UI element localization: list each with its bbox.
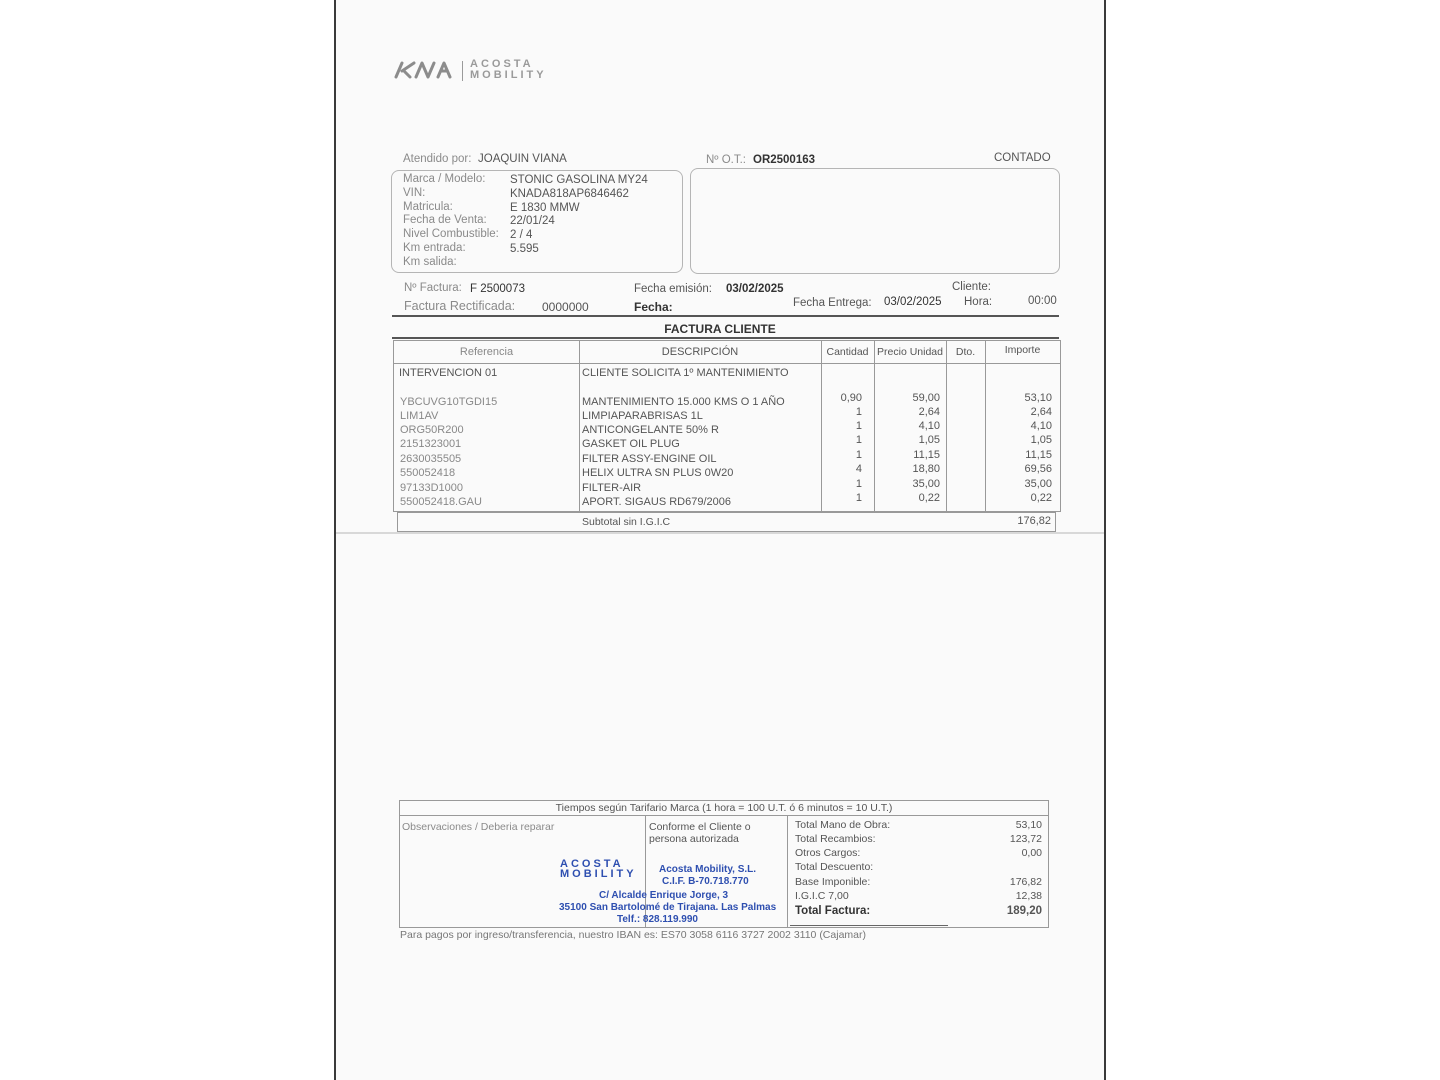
fecha-label: Fecha:	[634, 300, 673, 314]
vehicle-label: Km salida:	[403, 255, 457, 268]
items-table	[393, 340, 1061, 512]
ot-label: Nº O.T.:	[706, 154, 746, 166]
subtotal-row	[397, 512, 1056, 532]
paper-edge-right	[1104, 0, 1106, 1080]
item-desc: FILTER-AIR	[582, 482, 642, 494]
total-label: Otros Cargos:	[795, 847, 861, 859]
item-ref: 2151323001	[400, 438, 462, 450]
title-divider	[392, 337, 1059, 339]
hora-label: Hora:	[964, 296, 993, 308]
total-value: 123,72	[1009, 833, 1042, 845]
total-value: 176,82	[1009, 876, 1042, 888]
vehicle-values	[510, 174, 648, 257]
ot-value: OR2500163	[753, 154, 816, 166]
background-left	[0, 0, 335, 1080]
header-descripcion: DESCRIPCIÓN	[661, 346, 739, 358]
item-amount: 69,56	[1024, 463, 1052, 475]
invoice-document	[336, 0, 1104, 1080]
item-desc: APORT. SIGAUS RD679/2006	[582, 496, 731, 508]
total-value: 0,00	[1021, 847, 1042, 859]
item-amount: 1,05	[1030, 434, 1052, 446]
vehicle-label: Km entrada:	[403, 241, 466, 254]
logo-separator	[462, 61, 463, 81]
vehicle-plate: E 1830 MMW	[510, 201, 580, 214]
header-precio-unidad: Precio Unidad	[877, 346, 943, 358]
item-price: 1,05	[918, 434, 940, 446]
stamp-city: 35100 San Bartolomé de Tirajana. Las Palmas	[559, 902, 777, 913]
totals-underline	[790, 925, 948, 926]
paper-fold	[336, 532, 1104, 534]
vehicle-vin: KNADA818AP6846462	[510, 187, 629, 200]
item-amount: 35,00	[1024, 478, 1052, 490]
factura-label: Nº Factura:	[404, 282, 462, 294]
emision-value: 03/02/2025	[726, 283, 784, 295]
item-qty: 1	[855, 406, 862, 418]
item-price: 11,15	[913, 449, 940, 461]
invoice-title: FACTURA CLIENTE	[664, 322, 776, 336]
entrega-value: 03/02/2025	[884, 296, 942, 308]
kia-logo-icon	[394, 60, 456, 80]
vehicle-label: Fecha de Venta:	[403, 214, 487, 227]
entrega-label: Fecha Entrega:	[793, 297, 872, 309]
hora-value: 00:00	[1028, 295, 1057, 307]
item-qty: 1	[855, 420, 862, 432]
dealer-logo-line1: ACOSTA	[470, 58, 534, 70]
column-divider	[579, 341, 580, 511]
item-price: 18,80	[912, 463, 940, 475]
item-desc: HELIX ULTRA SN PLUS 0W20	[582, 467, 734, 479]
item-amount: 53,10	[1024, 392, 1052, 404]
iban-text: Para pagos por ingreso/transferencia, nuestro IBAN es: ES70 3058 6116 3727 2002 3110 (Cajamar)	[400, 929, 866, 941]
item-price: 0,22	[918, 492, 940, 504]
total-value: 189,20	[1006, 905, 1042, 917]
column-divider	[874, 341, 875, 511]
vehicle-label: Marca / Modelo:	[403, 173, 486, 185]
stamp-phone: Telf.: 828.119.990	[617, 914, 698, 925]
column-divider	[946, 341, 947, 511]
conforme-text	[649, 821, 751, 845]
item-price: 59,00	[912, 392, 940, 404]
stamp-cif: C.I.F. B-70.718.770	[662, 876, 749, 887]
emision-label: Fecha emisión:	[634, 283, 712, 295]
rectificada-value: 0000000	[542, 300, 589, 314]
total-value: 12,38	[1015, 890, 1042, 902]
item-ref: 550052418.GAU	[400, 496, 482, 508]
header-referencia: Referencia	[459, 346, 514, 358]
header-divider	[392, 315, 1059, 317]
item-ref: ORG50R200	[400, 424, 464, 436]
stamp-logo-line2: MOBILITY	[560, 868, 637, 880]
observaciones-label: Observaciones / Deberia reparar	[402, 821, 555, 833]
item-qty: 1	[855, 449, 862, 461]
item-price: 4,10	[918, 420, 940, 432]
stamp-logo-line1: ACOSTA	[560, 858, 624, 870]
subtotal-value: 176,82	[1017, 515, 1051, 527]
total-label: Total Descuento:	[795, 861, 874, 873]
item-price: 2,64	[918, 406, 940, 418]
item-ref: LIM1AV	[400, 410, 439, 422]
total-label: Total Recambios:	[795, 833, 876, 845]
vehicle-fuel-level: 2 / 4	[510, 229, 533, 242]
total-value: 53,10	[1015, 819, 1042, 831]
vehicle-sale-date: 22/01/24	[510, 215, 555, 228]
item-qty: 1	[855, 434, 862, 446]
header-dto: Dto.	[955, 346, 976, 358]
item-qty: 1	[855, 492, 862, 504]
vehicle-labels	[403, 173, 499, 270]
item-price: 35,00	[912, 478, 940, 490]
payment-type: CONTADO	[994, 152, 1051, 164]
item-ref: YBCUVG10TGDI15	[400, 396, 498, 408]
factura-value: F 2500073	[470, 283, 525, 295]
summary-header-divider	[400, 815, 1048, 816]
total-label: Total Factura:	[795, 905, 871, 917]
total-label: Total Mano de Obra:	[795, 819, 891, 831]
stamp-address: C/ Alcalde Enrique Jorge, 3	[599, 890, 729, 901]
item-amount: 4,10	[1030, 420, 1052, 432]
stamp-company: Acosta Mobility, S.L.	[659, 864, 757, 875]
intervention-ref: INTERVENCION 01	[399, 367, 498, 379]
tiempos-text: Tiempos según Tarifario Marca (1 hora = 100 U.T. ó 6 minutos = 10 U.T.)	[555, 802, 893, 814]
atendido-label: Atendido por:	[403, 153, 472, 165]
item-desc: FILTER ASSY-ENGINE OIL	[582, 453, 717, 465]
item-desc: MANTENIMIENTO 15.000 KMS O 1 AÑO	[582, 396, 785, 408]
item-qty: 1	[855, 478, 862, 490]
background-right	[1105, 0, 1440, 1080]
stamp-logo	[560, 859, 637, 879]
item-ref: 550052418	[400, 467, 456, 479]
subtotal-label: Subtotal sin I.G.I.C	[582, 516, 671, 528]
item-ref: 2630035505	[400, 453, 462, 465]
conforme-line2: persona autorizada	[649, 833, 739, 845]
total-label: Base Imponible:	[795, 876, 871, 888]
vehicle-km-in: 5.595	[510, 242, 539, 255]
vehicle-label: Nivel Combustible:	[403, 228, 499, 241]
vehicle-model: STONIC GASOLINA MY24	[510, 174, 648, 186]
dealer-logo-line2: MOBILITY	[470, 69, 547, 81]
item-amount: 2,64	[1030, 406, 1052, 418]
item-desc: GASKET OIL PLUG	[582, 438, 680, 450]
dealer-logo	[470, 59, 547, 81]
item-ref: 97133D1000	[400, 482, 464, 494]
vehicle-label: Matricula:	[403, 200, 453, 213]
vehicle-label: VIN:	[403, 186, 426, 199]
item-qty: 0,90	[840, 392, 862, 404]
conforme-line1: Conforme el Cliente o	[649, 821, 751, 833]
item-qty: 4	[855, 463, 862, 475]
item-desc: LIMPIAPARABRISAS 1L	[582, 410, 703, 422]
total-label: I.G.I.C 7,00	[795, 890, 849, 902]
cliente-label: Cliente:	[952, 281, 991, 293]
header-importe: Importe	[1004, 344, 1041, 356]
header-cantidad: Cantidad	[826, 346, 869, 358]
item-desc: ANTICONGELANTE 50% R	[582, 424, 719, 436]
summary-col-divider	[787, 816, 788, 927]
rectificada-label: Factura Rectificada:	[404, 299, 516, 313]
intervention-desc: CLIENTE SOLICITA 1º MANTENIMIENTO	[582, 367, 789, 379]
atendido-value: JOAQUIN VIANA	[478, 153, 567, 165]
item-amount: 0,22	[1030, 492, 1052, 504]
item-amount: 11,15	[1025, 449, 1052, 461]
client-info-box	[690, 168, 1060, 274]
